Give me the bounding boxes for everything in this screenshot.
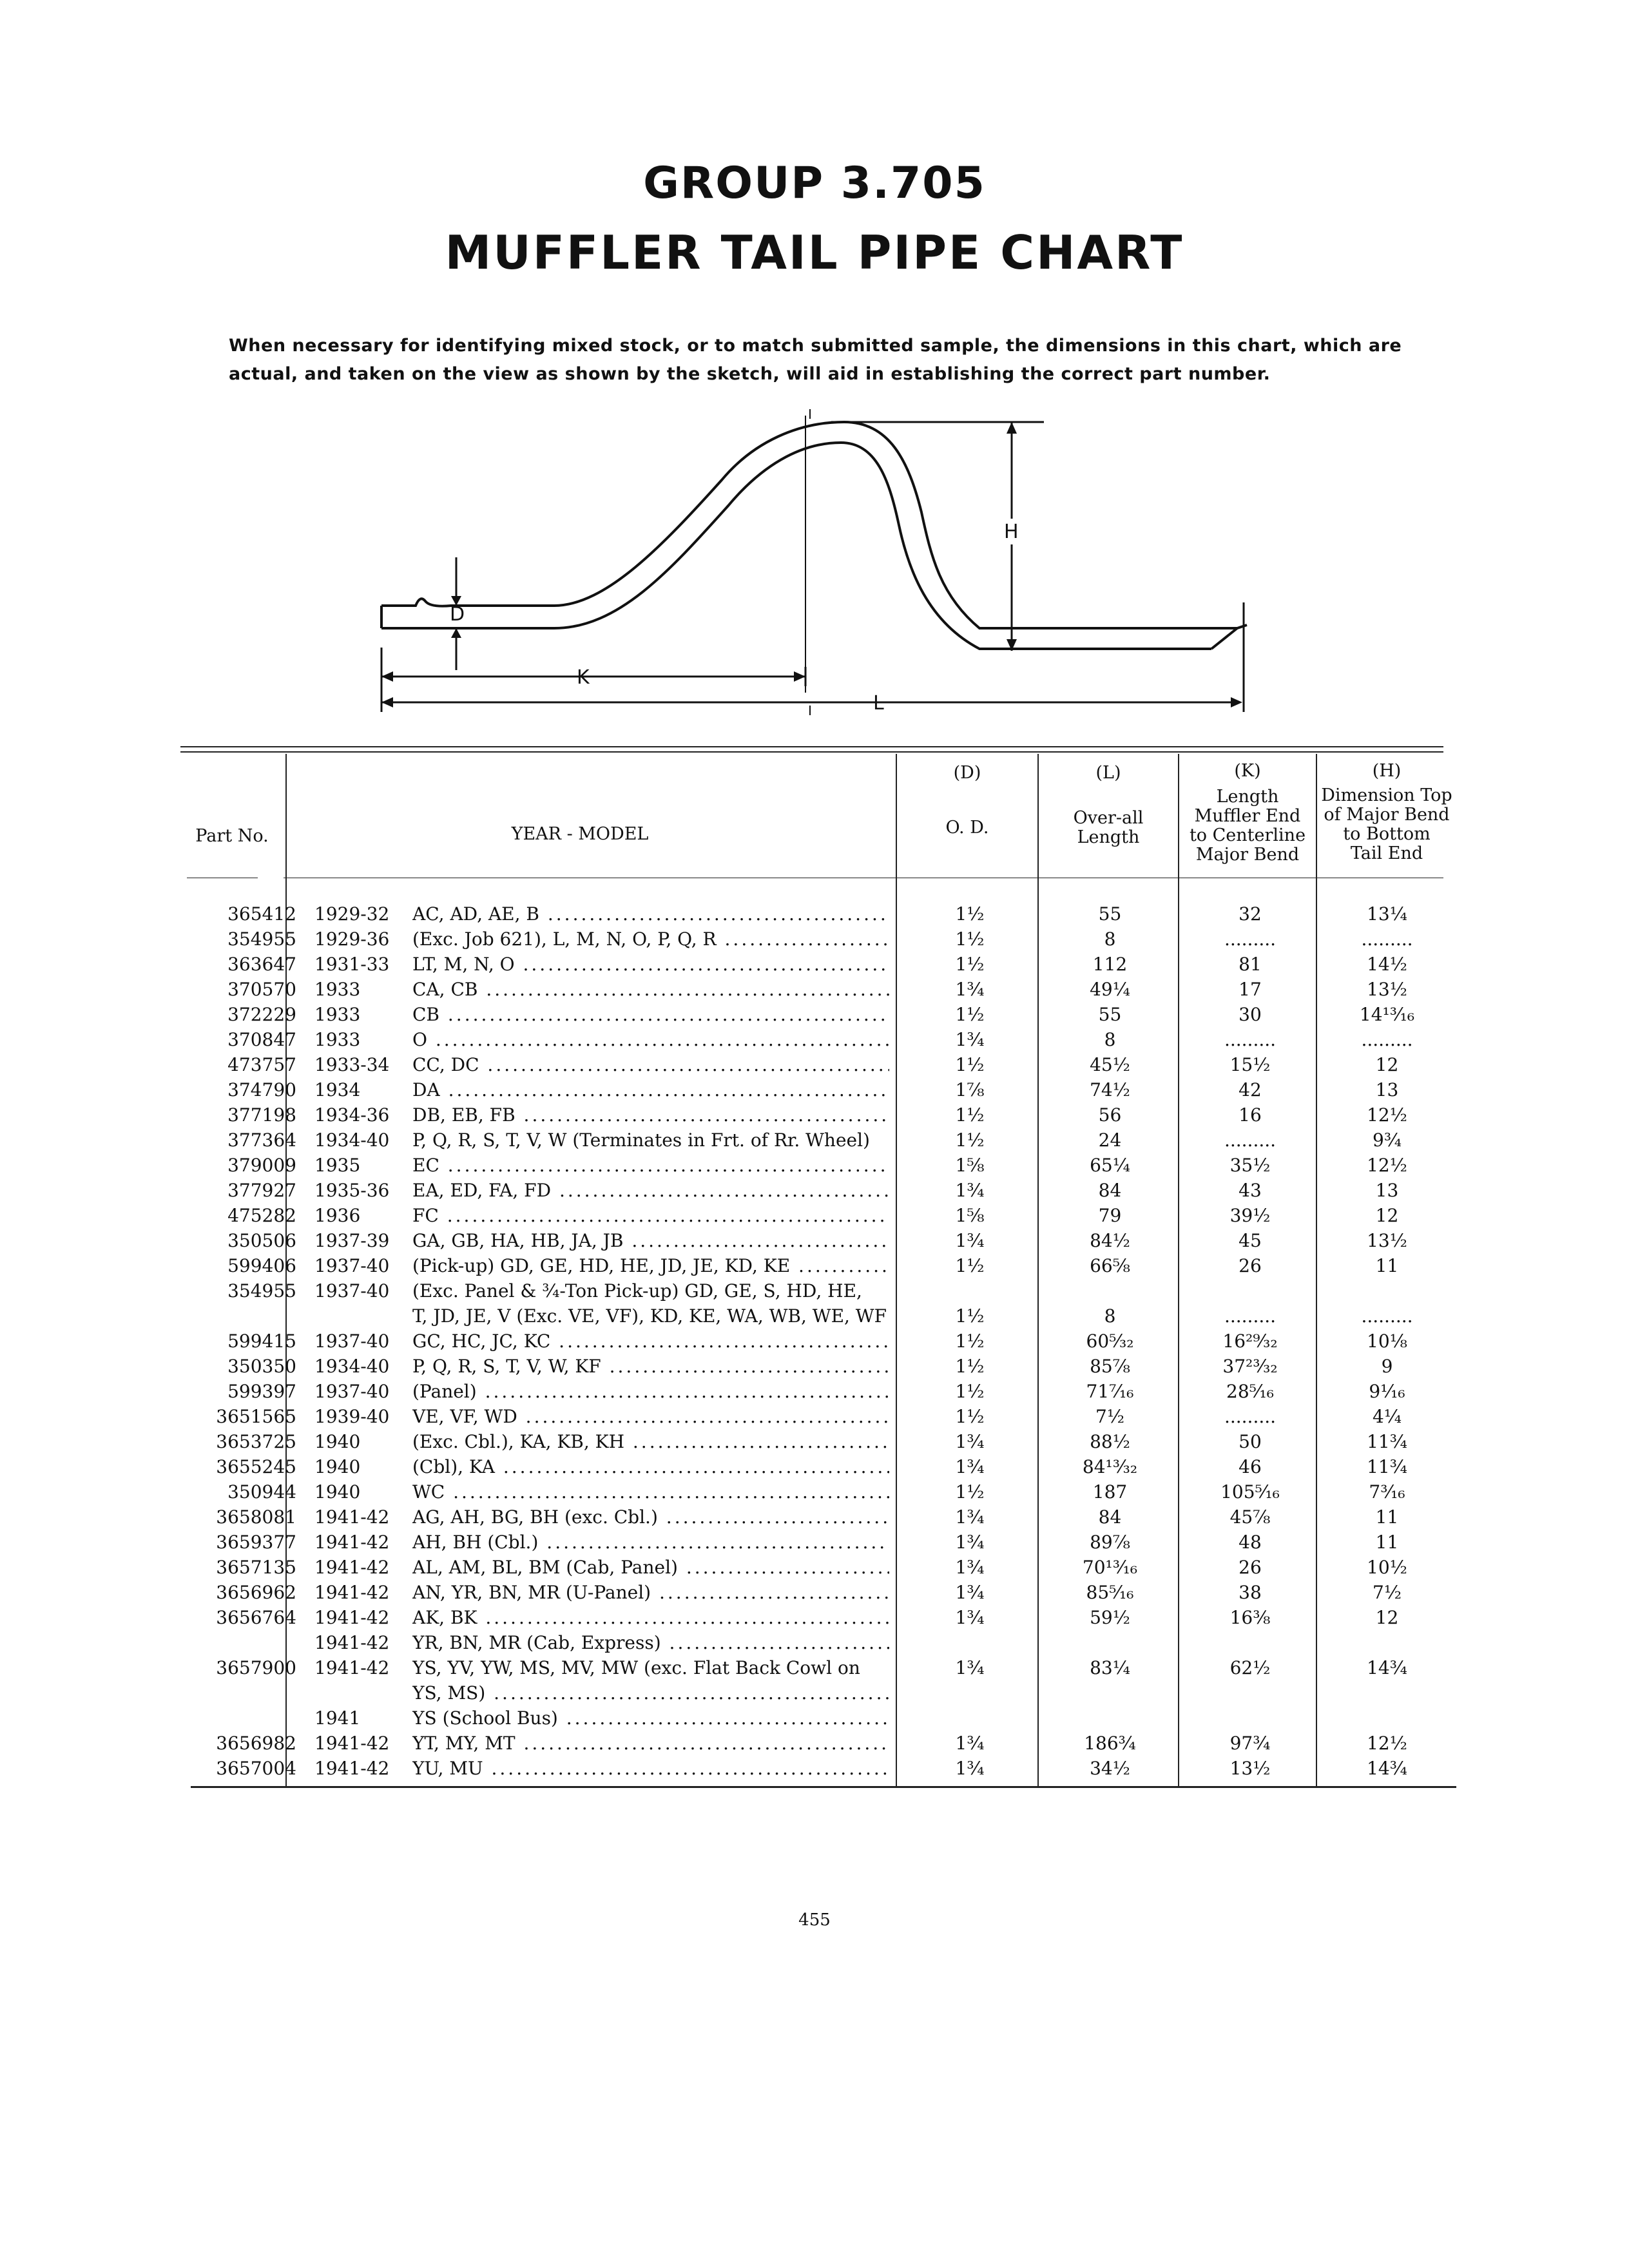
table-top-rule	[180, 746, 1443, 747]
header-k-code: (K)	[1234, 761, 1261, 781]
table-row: 377927 1935-36 EA, ED, FA, FD ..... 1¾ 84 43 13	[0, 1178, 1629, 1203]
table-row: 354955 1937-40 (Exc. Panel & ¾-Ton Pick-up) GD, GE, S, HD, HE,	[227, 1280, 862, 1302]
table-row: 475282 1936 FC ..... 1⅝ 79 39½ 12	[0, 1204, 1629, 1228]
table-row: 374790 1934 DA ..... 1⅞ 74½ 42 13	[0, 1078, 1629, 1102]
table-row: 3657004 1941-42 YU, MU ..... 1¾ 34½ 13½ 14¾	[0, 1756, 1629, 1781]
table-row: 3651565 1939-40 VE, VF, WD ..... 1½ 7½ ......... 4¼	[0, 1405, 1629, 1429]
pipe-inner-wall	[381, 443, 1211, 649]
header-l-label-2: Length	[1077, 827, 1140, 847]
page-subtitle: MUFFLER TAIL PIPE CHART	[445, 226, 1184, 280]
header-h-label-3: to Bottom	[1343, 824, 1431, 844]
header-k-label-3: to Centerline	[1189, 825, 1306, 845]
table-row: 3655245 1940 (Cbl), KA ..... 1¾ 84¹³⁄₃₂ 46 11¾	[0, 1455, 1629, 1479]
header-h-label-4: Tail End	[1350, 843, 1423, 863]
header-h-label-1: Dimension Top	[1321, 785, 1452, 805]
table-row: 377198 1934-36 DB, EB, FB ..... 1½ 56 16 12½	[0, 1103, 1629, 1128]
dim-d-label: D	[450, 603, 465, 626]
header-h-label-2: of Major Bend	[1324, 805, 1450, 825]
tail-pipe-sketch	[361, 403, 1276, 738]
table-row: 365412 1929-32 AC, AD, AE, B ..... 1½ 55 32 13¼	[0, 902, 1629, 927]
pipe-outer-wall	[381, 422, 1237, 628]
header-h-code: (H)	[1372, 761, 1402, 781]
header-l-code: (L)	[1095, 763, 1121, 783]
header-d-label: O. D.	[945, 818, 989, 838]
table-row: 372229 1933 CB ..... 1½ 55 30 14¹³⁄₁₆	[0, 1003, 1629, 1027]
page-title: GROUP 3.705	[643, 158, 986, 209]
table-row: 3657135 1941-42 AL, AM, BL, BM (Cab, Panel) ..... 1¾ 70¹³⁄₁₆ 26 10½	[0, 1555, 1629, 1580]
table-row: 599397 1937-40 (Panel) ..... 1½ 71⁷⁄₁₆ 28⁵⁄₁₆ 9¹⁄₁₆	[0, 1379, 1629, 1404]
table-row: 379009 1935 EC ..... 1⅝ 65¼ 35½ 12½	[0, 1153, 1629, 1178]
table-row: 3656764 1941-42 AK, BK ..... 1¾ 59½ 16⅜ 12	[0, 1606, 1629, 1630]
table-row: 350350 1934-40 P, Q, R, S, T, V, W, KF ..... 1½ 85⅞ 37²³⁄₃₂ 9	[0, 1354, 1629, 1379]
table-row: 3653725 1940 (Exc. Cbl.), KA, KB, KH ..... 1¾ 88½ 50 11¾	[0, 1430, 1629, 1454]
table-row: 3656962 1941-42 AN, YR, BN, MR (U-Panel) ..... 1¾ 85⁵⁄₁₆ 38 7½	[0, 1581, 1629, 1605]
dim-l-line	[381, 602, 1244, 712]
table-row: 370570 1933 CA, CB ..... 1¾ 49¼ 17 13½	[0, 977, 1629, 1002]
header-k-label-2: Muffler End	[1194, 806, 1301, 826]
table-row: 354955 1929-36 (Exc. Job 621), L, M, N, O, P, Q, R ..... 1½ 8 ......... .........	[0, 927, 1629, 952]
page-number: 455	[798, 1910, 831, 1930]
table-row: 599406 1937-40 (Pick-up) GD, GE, HD, HE, JD, JE, KD, KE ..... 1½ 66⅝ 26 11	[0, 1254, 1629, 1278]
header-part-no: Part No.	[195, 826, 269, 846]
header-year-model: YEAR - MODEL	[511, 824, 649, 844]
table-row: 370847 1933 O ..... 1¾ 8 ......... .........	[0, 1028, 1629, 1052]
dim-l-label: L	[873, 692, 884, 715]
dim-k-line	[381, 667, 805, 686]
header-l-label-1: Over-all	[1073, 808, 1144, 828]
table-row: 363647 1931-33 LT, M, N, O ..... 1½ 112 81 14½	[0, 952, 1629, 977]
table-row: 3657900 1941-42 YS, YV, YW, MS, MV, MW (exc. Flat Back Cowl on 1¾ 83¼ 62½ 14¾	[216, 1657, 1407, 1678]
intro-paragraph: When necessary for identifying mixed stock, or to match submitted sample, the dimensions in this chart, which are actual, and taken on the view as shown by the sketch, will aid in establishing the correct part number.	[229, 336, 1402, 384]
table-row: 3659377 1941-42 AH, BH (Cbl.) ..... 1¾ 89⅞ 48 11	[0, 1530, 1629, 1555]
table-row: T, JD, JE, V (Exc. VE, VF), KD, KE, WA, WB, WE, WF 1½ 8 ......... .........	[412, 1305, 1413, 1327]
table-row: 350506 1937-39 GA, GB, HA, HB, JA, JB ..... 1¾ 84½ 45 13½	[0, 1229, 1629, 1253]
table-row: 3656982 1941-42 YT, MY, MT ..... 1¾ 186¾ 97¾ 12½	[0, 1731, 1629, 1756]
table-row: YS, MS) .....	[0, 1681, 1629, 1706]
table-row: 350944 1940 WC ..... 1½ 187 105⁵⁄₁₆ 7³⁄₁₆	[0, 1480, 1629, 1504]
table-bottom-rule	[191, 1786, 1456, 1788]
table-row: 1941 YS (School Bus) .....	[0, 1706, 1629, 1731]
table-row: 3658081 1941-42 AG, AH, BG, BH (exc. Cbl.) ..... 1¾ 84 45⅞ 11	[0, 1505, 1629, 1530]
dim-h-label: H	[1004, 521, 1019, 543]
header-k-label-4: Major Bend	[1195, 845, 1300, 865]
table-row: 1941-42 YR, BN, MR (Cab, Express) .....	[0, 1631, 1629, 1655]
dim-k-label: K	[577, 666, 590, 689]
table-row: 599415 1937-40 GC, HC, JC, KC ..... 1½ 60⁵⁄₃₂ 16²⁹⁄₃₂ 10⅛	[0, 1329, 1629, 1354]
table-row: 473757 1933-34 CC, DC ..... 1½ 45½ 15½ 12	[0, 1053, 1629, 1077]
header-k-label-1: Length	[1216, 787, 1279, 807]
table-top-rule-2	[180, 751, 1443, 753]
table-row: 377364 1934-40 P, Q, R, S, T, V, W (Terminates in Frt. of Rr. Wheel) 1½ 24 ......... 9¾	[227, 1129, 1402, 1151]
header-d-code: (D)	[953, 763, 981, 783]
